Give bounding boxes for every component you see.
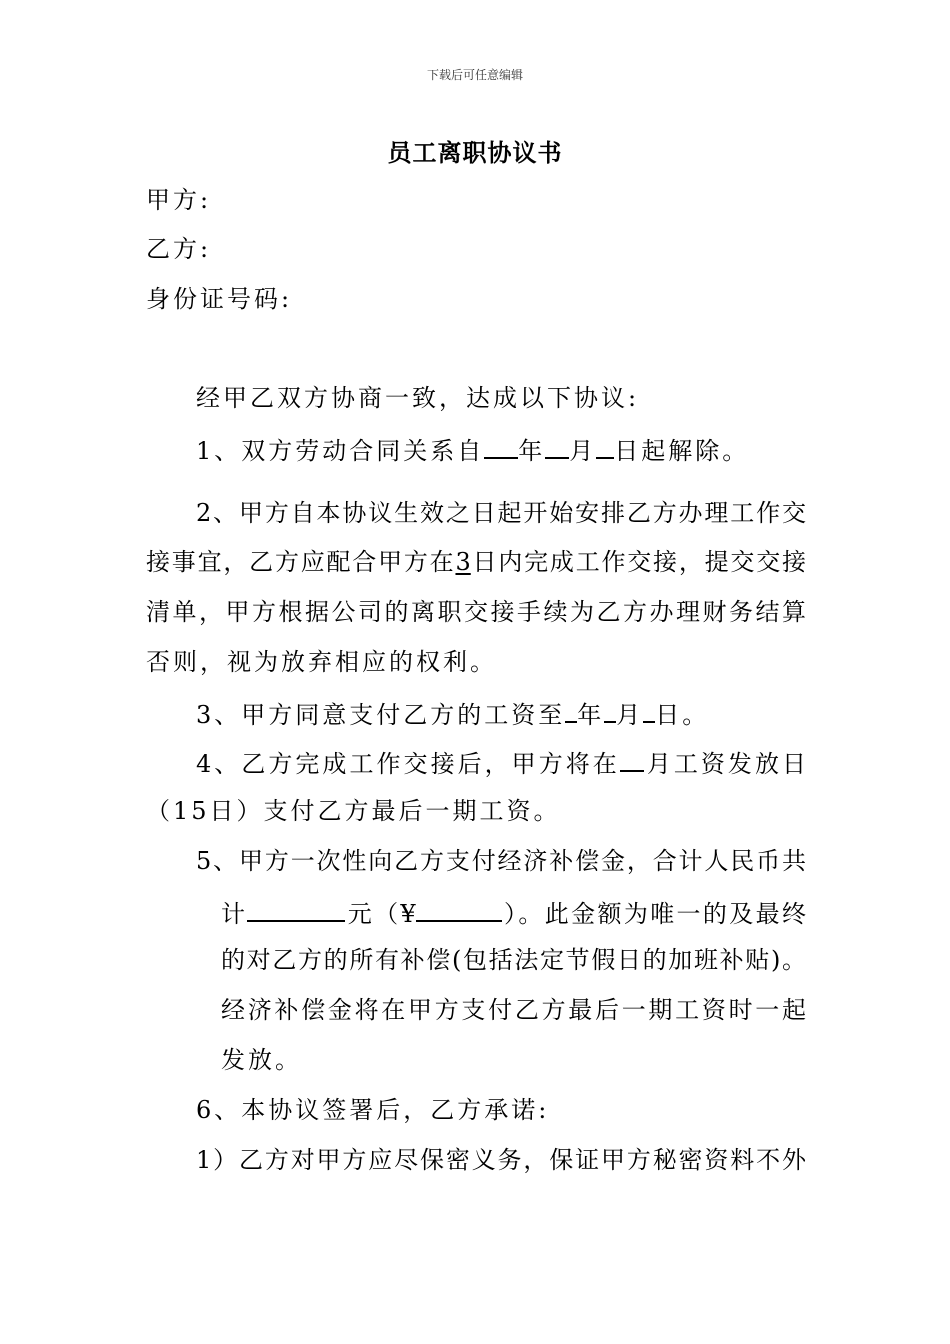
intro-text: 经甲乙双方协商一致，达成以下协议: — [196, 384, 640, 412]
clause-1-text-a: 1、双方劳动合同关系自 — [196, 437, 485, 465]
clause-3-text-a: 3、甲方同意支付乙方的工资至 — [196, 701, 566, 729]
clause-1-text-d: 日起解除。 — [614, 437, 750, 465]
clause-2-line-1: 2、甲方自本协议生效之日起开始安排乙方办理工作交 — [196, 499, 806, 527]
party-a-field: 甲方: — [146, 186, 212, 214]
blank-year — [484, 431, 518, 459]
document-title: 员工离职协议书 — [387, 139, 563, 167]
clause-3-year: 年 — [577, 701, 605, 729]
blank-amount-figures — [416, 894, 502, 922]
clause-5-text-b: 元（¥ — [345, 900, 416, 928]
clause-1-month: 月 — [569, 437, 597, 465]
header-note: 下载后可任意编辑 — [426, 68, 523, 82]
clause-5-line-2 — [221, 894, 806, 931]
clause-6-item-1: 1）乙方对甲方应尽保密义务，保证甲方秘密资料不外 — [196, 1146, 806, 1174]
blank-month — [604, 695, 616, 723]
clause-6: 6、本协议签署后，乙方承诺: — [196, 1096, 550, 1124]
clause-4-text-a: 4、乙方完成工作交接后，甲方将在 — [196, 750, 620, 778]
clause-5-text-a: 计 — [221, 900, 248, 928]
clause-4-line-2: （15日）支付乙方最后一期工资。 — [146, 797, 561, 825]
clause-3 — [196, 695, 709, 732]
clause-3-text-d: 日。 — [655, 701, 710, 729]
clause-1 — [196, 431, 749, 468]
clause-1-year: 年 — [518, 437, 546, 465]
clause-5-line-4: 经济补偿金将在甲方支付乙方最后一期工资时一起 — [221, 996, 806, 1024]
clause-5-text-c: ）。此金额为唯一的及最终 — [501, 900, 806, 928]
clause-5-line-5: 发放。 — [221, 1046, 302, 1074]
clause-2-line-2 — [146, 545, 806, 579]
party-b-field: 乙方: — [146, 235, 212, 263]
blank-month — [545, 431, 569, 459]
clause-4-line-1 — [196, 744, 806, 781]
clause-2-line-4: 否则，视为放弃相应的权利。 — [146, 648, 497, 676]
clause-2-text-b: 日内完成工作交接，提交交接 — [470, 548, 807, 576]
blank-year — [565, 695, 577, 723]
clause-5-line-3: 的对乙方的所有补偿(包括法定节假日的加班补贴)。 — [221, 946, 806, 974]
clause-5-line-1: 5、甲方一次性向乙方支付经济补偿金，合计人民币共 — [196, 847, 806, 875]
blank-month — [620, 744, 644, 772]
id-number-field: 身份证号码: — [146, 285, 293, 313]
clause-2-text-a: 接事宜，乙方应配合甲方在 — [146, 548, 456, 576]
clause-4-text-b: 月工资发放日 — [643, 750, 806, 778]
blank-day — [596, 431, 614, 459]
clause-3-month: 月 — [616, 701, 644, 729]
clause-2-line-3: 清单，甲方根据公司的离职交接手续为乙方办理财务结算 — [146, 598, 806, 626]
blank-amount-words — [247, 894, 345, 922]
handover-days: 3 — [455, 548, 471, 576]
blank-day — [643, 695, 655, 723]
